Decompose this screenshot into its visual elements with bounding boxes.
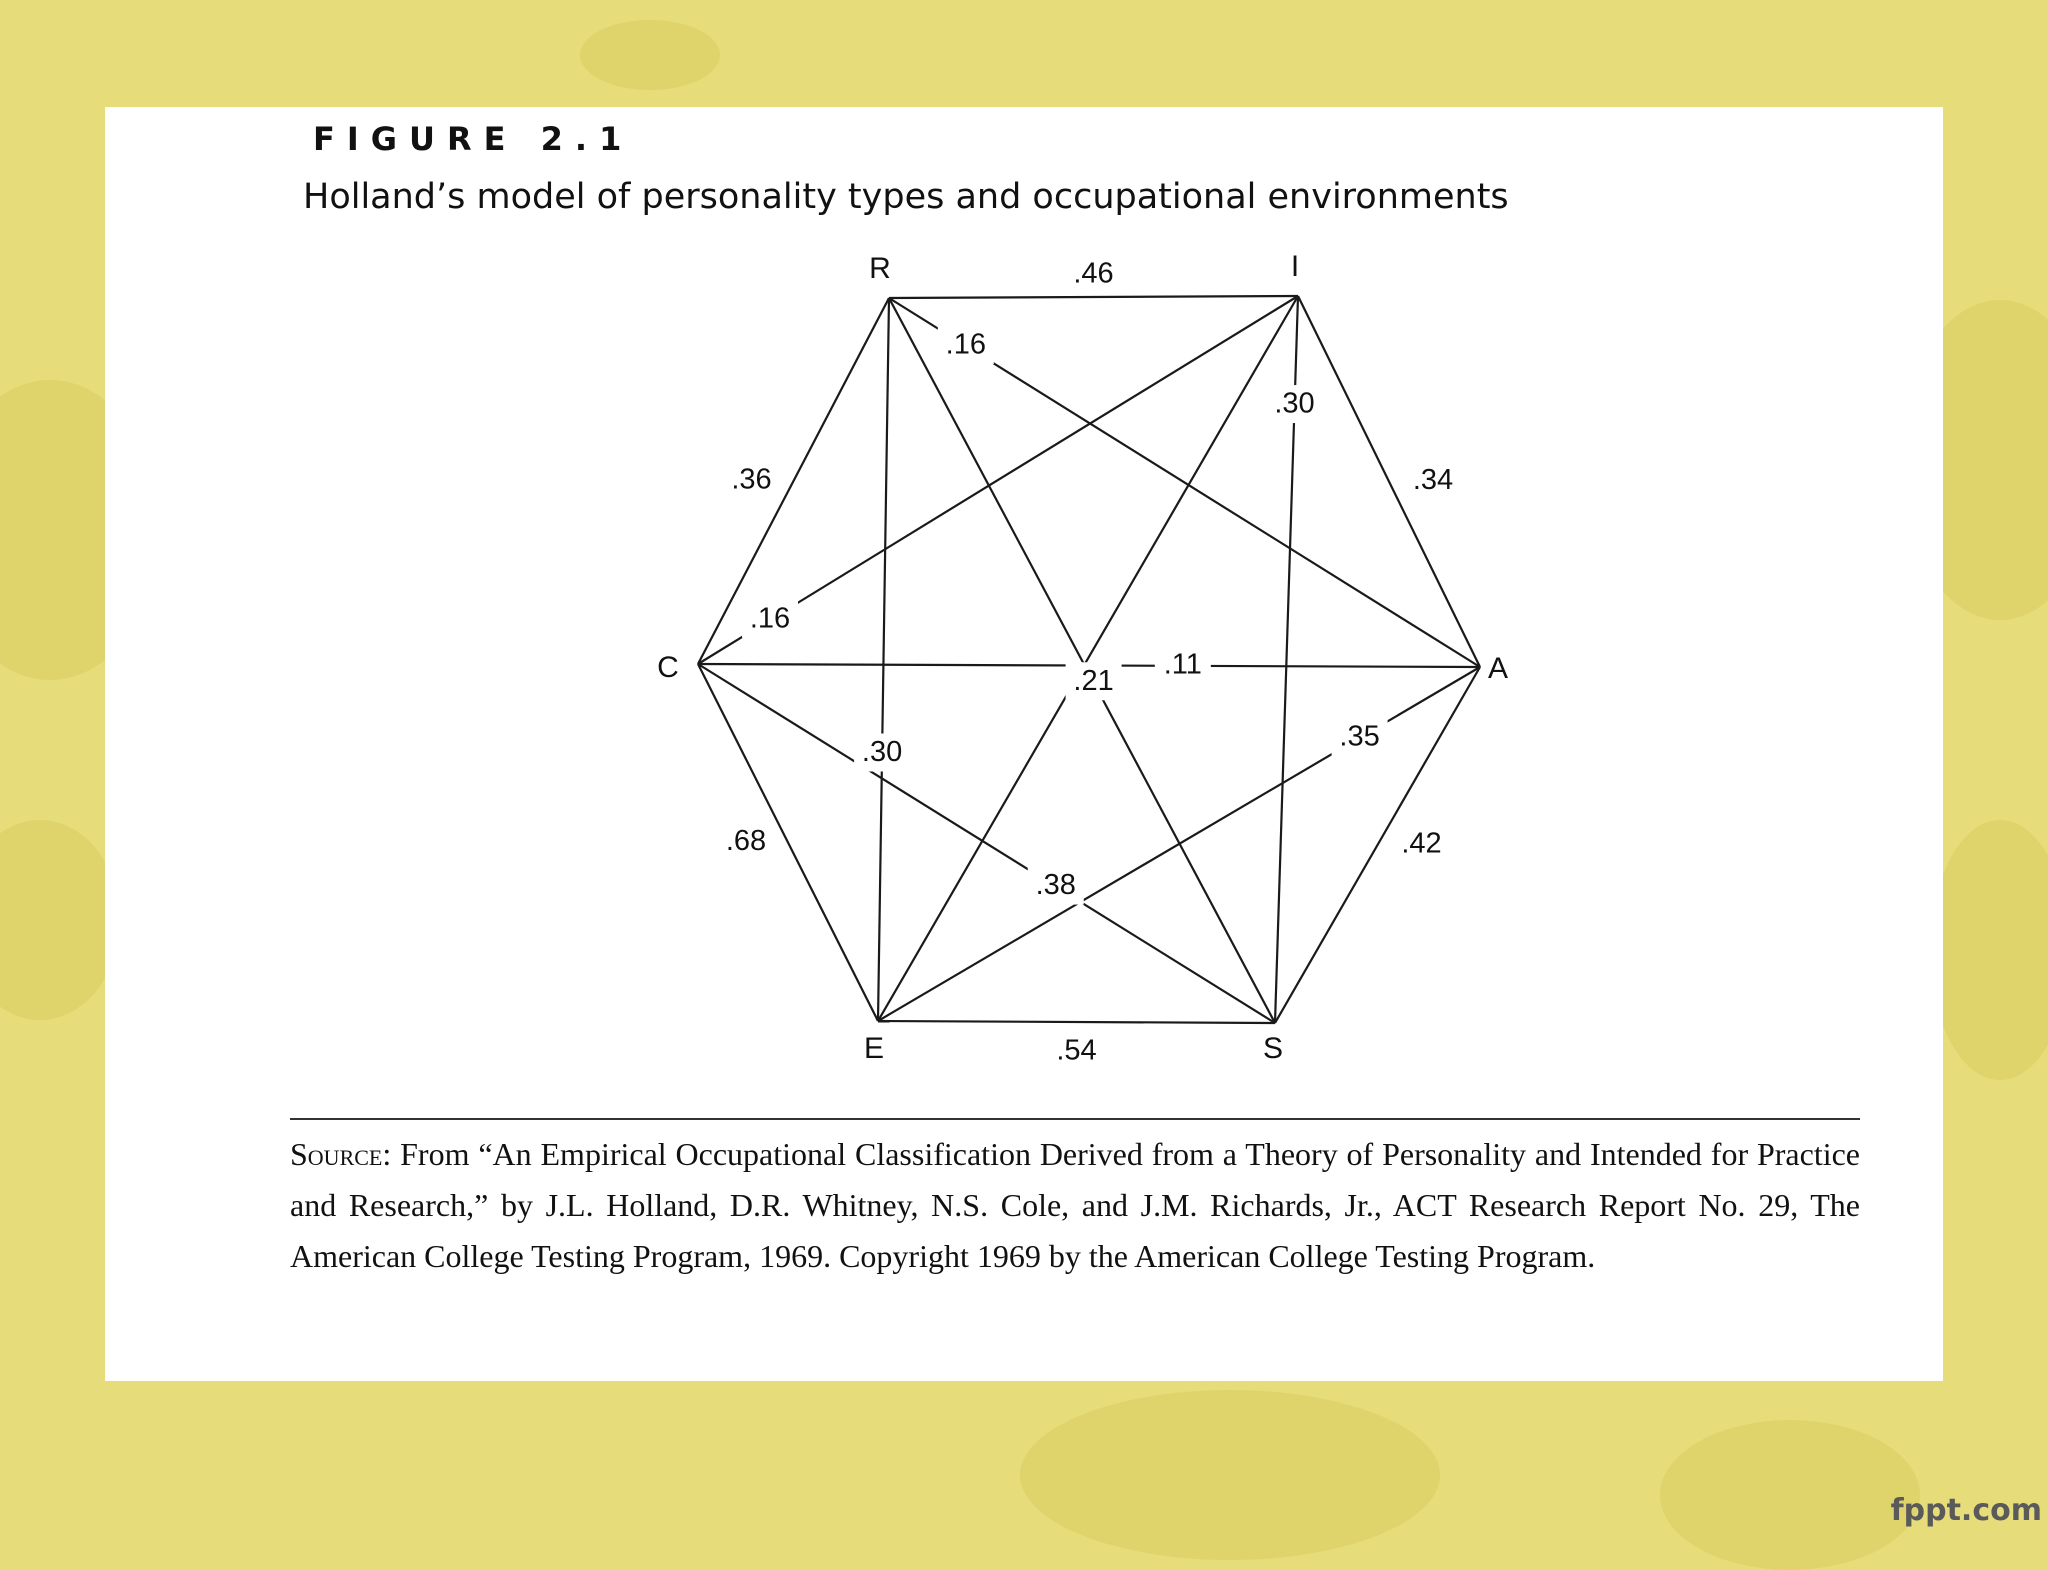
- figure-title: Holland’s model of personality types and occupational environments: [303, 177, 1509, 217]
- edge-label-e-c: .68: [725, 825, 767, 858]
- edge-c-s: [698, 664, 1275, 1023]
- node-label-c: C: [657, 651, 679, 684]
- background-blot: [1020, 1390, 1440, 1560]
- source-citation: [290, 1129, 1860, 1282]
- node-label-r: R: [869, 252, 891, 285]
- background-blot: [1930, 820, 2048, 1080]
- background-blot: [1660, 1420, 1920, 1570]
- edges-layer: [698, 296, 1480, 1023]
- edge-r-i: [889, 296, 1298, 298]
- edge-label-c-i: .16: [749, 602, 791, 635]
- edge-label-i-a: .34: [1412, 464, 1454, 497]
- source-divider: [290, 1118, 1860, 1120]
- edge-label-a-s: .42: [1401, 827, 1442, 860]
- edge-r-s: [889, 298, 1275, 1023]
- background-blot: [580, 20, 720, 90]
- edge-e-i: [878, 296, 1298, 1021]
- nodes-layer: [657, 250, 1508, 1065]
- background-blot: [0, 820, 120, 1020]
- edge-label-c-r: .36: [731, 463, 772, 496]
- brand-watermark: fppt.com: [1890, 1493, 2042, 1528]
- edge-label-i-s: .30: [1274, 387, 1315, 420]
- edge-label-e-a: .35: [1339, 720, 1380, 753]
- node-label-i: I: [1290, 250, 1300, 283]
- source-label: Source:: [290, 1136, 392, 1172]
- figure-label: FIGURE 2.1: [313, 120, 634, 158]
- edge-r-e: [878, 298, 889, 1021]
- edge-s-e: [878, 1021, 1275, 1023]
- edge-label-s-e: .54: [1056, 1034, 1097, 1067]
- edge-label-c-s: .38: [1035, 869, 1076, 902]
- node-label-s: S: [1262, 1032, 1284, 1065]
- source-body: From “An Empirical Occupational Classification Derived from a Theory of Personality and Intended for Practice and Research,” by J.L. Holland, D.R. Whitney, N.S. Cole, and J.M. Richards, Jr., ACT Research Report No. 29, The American College Testing Program, 1969. Copyright 1969 by the American College Testing Program.: [290, 1136, 1861, 1274]
- hexagon-diagram: [105, 107, 1943, 1107]
- node-label-e: E: [863, 1032, 885, 1065]
- edge-label-r-i: .46: [1073, 257, 1114, 290]
- edge-label-c-a: .11: [1163, 648, 1202, 681]
- edge-label-r-s: .21: [1073, 664, 1114, 697]
- figure-slide: [105, 107, 1943, 1381]
- edge-label-r-a: .16: [945, 328, 986, 361]
- edge-label-r-e: .30: [861, 736, 903, 769]
- node-label-a: A: [1487, 652, 1509, 685]
- labels-layer: [726, 258, 1453, 1067]
